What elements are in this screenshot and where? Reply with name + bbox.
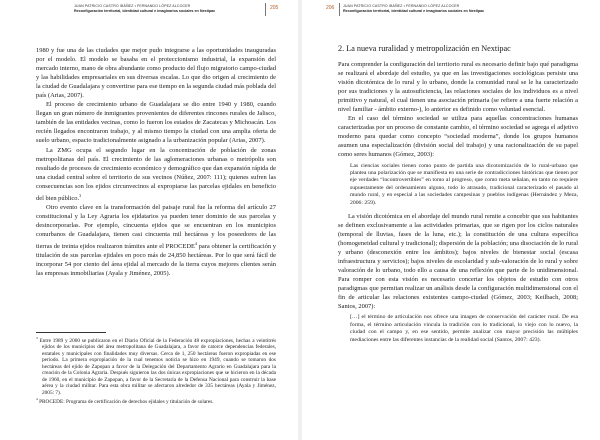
left-paragraph-3-text: La ZMG ocupa el segundo lugar en la concentración de población de zonas metropolitanas del país. El crecimiento de las aglomeraciones urbanas o metrópolis son resultado de procesos de crecimiento económico y demográfico que dan expansión rápida de una ciudad central sobre el territorio de sus vecinos (Núñez, 2007: 111); quienes sufren las consecuencias son los ejidos circunvecinos al expropiarse las parcelas ejidales en beneficio del bien público. (36, 146, 276, 202)
left-header-subtitle: Reconfiguración territorial, identidad cultural e imaginarios sociales en Nextipac (74, 9, 216, 13)
left-page (0, 0, 298, 440)
right-header-subtitle: Reconfiguración territorial, identidad cultural e imaginarios sociales en Nextipac (343, 9, 485, 13)
block-quote-1: Las ciencias sociales tienen como punto de partida una dicotomización de lo rural-urbano que plantea una polarización que se manifiesta en una serie de contradicciones históricas que tienen por eje verdades “incontrovertibles” en tomo al progreso, que como meta señalan, en tanto no requiere supuestamente del ordenamiento alguno, todo lo atrasado, tradicional caracterizado el pasado al mundo rural, y en especial a las sociedades campesinas y pueblos indígenas (Hernández y Meza, 2006: 259). (350, 162, 578, 206)
right-paragraph-3: La visión dicotómica en el abordaje del mundo rural remite a concebir que sus habitantes se definen exclusivamente a las actividades primarias, que se rigen por los ciclos naturales (temporal de lluvias, fases de la luna, etc.); la constitución de una cultura específica (homogeneidad cultural y tradicional); dispersión de la población; una disociación de lo rural y urbano (desconexión entre los ámbitos); bajos niveles de bienestar social (escasa infraestructura y servicios); bajos niveles de escolaridad y sub-valoración de lo rural y sobre valoración de lo urbano, todo ello a causa de una reflexión que parte de lo unidimensional. Para romper con esta visión es necesario concertar los objetos de estudio con otros paradigmas que permitan realizar un análisis desde la configuración multidimensional con el fin de articular las relaciones existentes campo-ciudad (Gómez, 2003; Keilbach, 2008; Santos, 2007): (338, 212, 578, 311)
left-header-divider (265, 3, 266, 16)
right-paragraph-2: En el caso del término sociedad se utiliza para aquellas concentraciones humanas caracterizadas por un proceso de constante cambio, el término sociedad se agrega el adjetivo moderno para quedar como concepto “sociedad moderna”, donde los grupos humanos asumen una especialización (división social del trabajo) y una racionalización de su papel como seres humanos (Gómez, 2003): (338, 115, 578, 159)
right-header-authors: JUAN PATRICIO CASTRO IBÁÑEZ • FERNANDO LÓPEZ ALCOCER (343, 4, 460, 8)
right-running-header (343, 4, 484, 13)
footnote-rule (36, 332, 106, 333)
footnote-ref-3[interactable]: 3 (79, 192, 82, 198)
block-quote-2: […] el término de articulación nos ofrece una imagen de conservación del carácter rural. De esa forma, el término articulación vincula la tradición con lo tradicional, lo viejo con lo nuevo, la ciudad con el campo y, en ese sentido, permite analizar con mayor precisión las múltiples mediaciones entre las diferentes instancias de la realidad social (Santos, 2007: 423). (350, 314, 578, 343)
right-paragraph-1: Para comprender la configuración del territorio rural es necesario definir bajo qué paradigma se realizará el abordaje del estudio, ya que en las investigaciones sociológicas persiste una visión dicotómica de lo rural y lo urbano, donde la comunidad rural se le ha caracterizado por sus tradiciones y la autosuficiencia, las relaciones sociales de los individuos es a nivel primitivo y natural, el cual tienen una asociación primaria (se refiere a una fuerte relación a nivel familiar - ámbito externo-), lo anterior es definido como voluntad esencial. (338, 61, 578, 114)
left-footnotes (36, 335, 276, 406)
left-paragraph-3 (36, 146, 276, 203)
left-paragraph-4-text: Otro evento clave en la transformación del paisaje rural fue la reforma del artículo 27 constitucional y la Ley Agraria los ejidatarios ya pueden tener dominio de sus parcelas y desincorporarlas. Por ejemplo, cincuenta ejidos que se encuentran en los municipios conurbanos de Guadalajara, tienen casi cincuenta mil hectáreas y los poseedores de las tierras de treinta ejidos realizaron trámites ante el PROCEDE (36, 203, 276, 251)
left-header-authors: JUAN PATRICIO CASTRO IBÁÑEZ • FERNANDO LÓPEZ ALCOCER (74, 4, 191, 8)
footnote-4: $^4$ PROCEDE: Programa de certificación de derechos ejidales y titulación de solares. (36, 397, 214, 406)
left-paragraph-4-continued: para obtener la certificación y titulación de sus parcelas ejidales en poco más de 24,850 hectáreas. Por lo que será fácil de incorporar 54 por ciento del área ejidal al mercado de la tierra cuyos mejores clientes serán las empresas inmobiliarias (Ayala y Jiménez, 2005). (36, 243, 276, 278)
section-heading: 2. La nueva ruralidad y metropolización en Nextipac (338, 44, 511, 53)
left-page-number: 205 (270, 5, 279, 11)
left-paragraph-1: 1980 y fue una de las ciudades que mejor pudo integrarse a las oportunidades inauguradas por el modelo. El modelo se basaba en el proteccionismo industrial, la expansión del mercado interno, mano de obra abundante como producto del flujo migratorio campo-ciudad y las habilidades empresariales en sus diversas escalas. Lo que dio origen al crecimiento de la ciudad de Guadalajara y convertirse para ese tiempo en la segunda ciudad más poblada del país (Arias, 2007). (36, 47, 276, 100)
right-body-text (338, 44, 578, 349)
footnote-4-text: PROCEDE: Programa de certificación de derechos ejidales y titulación de solares. (39, 399, 214, 406)
left-body-text (36, 46, 276, 278)
footnote-3: $^3$ Entre 1989 y 2000 se publicaron en el Diario Oficial de la Federación 48 expropiaciones, hechas a veintitrés ejidos de los municipios del área metropolitana de Guadalajara, a favor de catorce dependencias federales, estatales y municipales con finalidades muy diversas. Cerca de 1, 250 hectáreas fueron expropiadas en ese periodo. La primera expropiación de la cual tenemos noticia se hizo en 1949, cuando se tomaron dos hectáreas del ejido de Zapopan a favor de la Delegación del Departamento Agrario en Guadalajara para la creación de la Colonia Agraria. Después siguieron las dos únicas expropiaciones que se hicieron en la década de 1960, en el municipio de Zapopan, a favor de la Secretaría de la Defensa Nacional para construir la base aérea y la ciudad militar. Para esta obra militar se afectaron alrededor de 335 hectáreas (Ayala y Jiménez, 2005: 7). (36, 336, 277, 396)
right-page-number: 206 (326, 5, 335, 11)
left-paragraph-2: El proceso de crecimiento urbano de Guadalajara se dio entre 1940 y 1980, cuando llegan un gran número de inmigrantes provenientes de diferentes rincones rurales de Jalisco, también de las entidades vecinas, como lo fueron los estados de Zacatecas y Michoacán. Los recién llegados encontraron trabajo, y al mismo tiempo la ciudad con una amplia oferta de suelo urbano, espacio tradicionalmente asignado a la urbanización popular (Arias, 2007). (36, 101, 276, 145)
footnote-ref-4[interactable]: 4 (194, 241, 197, 247)
right-page (302, 0, 600, 440)
footnote-3-text: Entre 1989 y 2000 se publicaron en el Diario Oficial de la Federación 48 expropiaciones, hechas a veintitrés ejidos de los municipios del área metropolitana de Guadalajara, a favor de catorce dependencias federales, estatales y municipales con finalidades muy diversas. Cerca de 1, 250 hectáreas fueron expropiadas en ese periodo. La primera expropiación de la cual tenemos noticia se hizo en 1949, cuando se tomaron dos hectáreas del ejido de Zapopan a favor de la Delegación del Departamento Agrario en Guadalajara para la creación de la Colonia Agraria. Después siguieron las dos únicas expropiaciones que se hicieron en la década de 1960, en el municipio de Zapopan, a favor de la Secretaría de la Defensa Nacional para construir la base aérea y la ciudad militar. Para esta obra militar se afectaron alrededor de 335 hectáreas (Ayala y Jiménez, 2005: 7). (39, 337, 277, 396)
right-header-divider (339, 3, 340, 16)
left-paragraph-4 (36, 203, 276, 279)
left-running-header (74, 4, 215, 13)
